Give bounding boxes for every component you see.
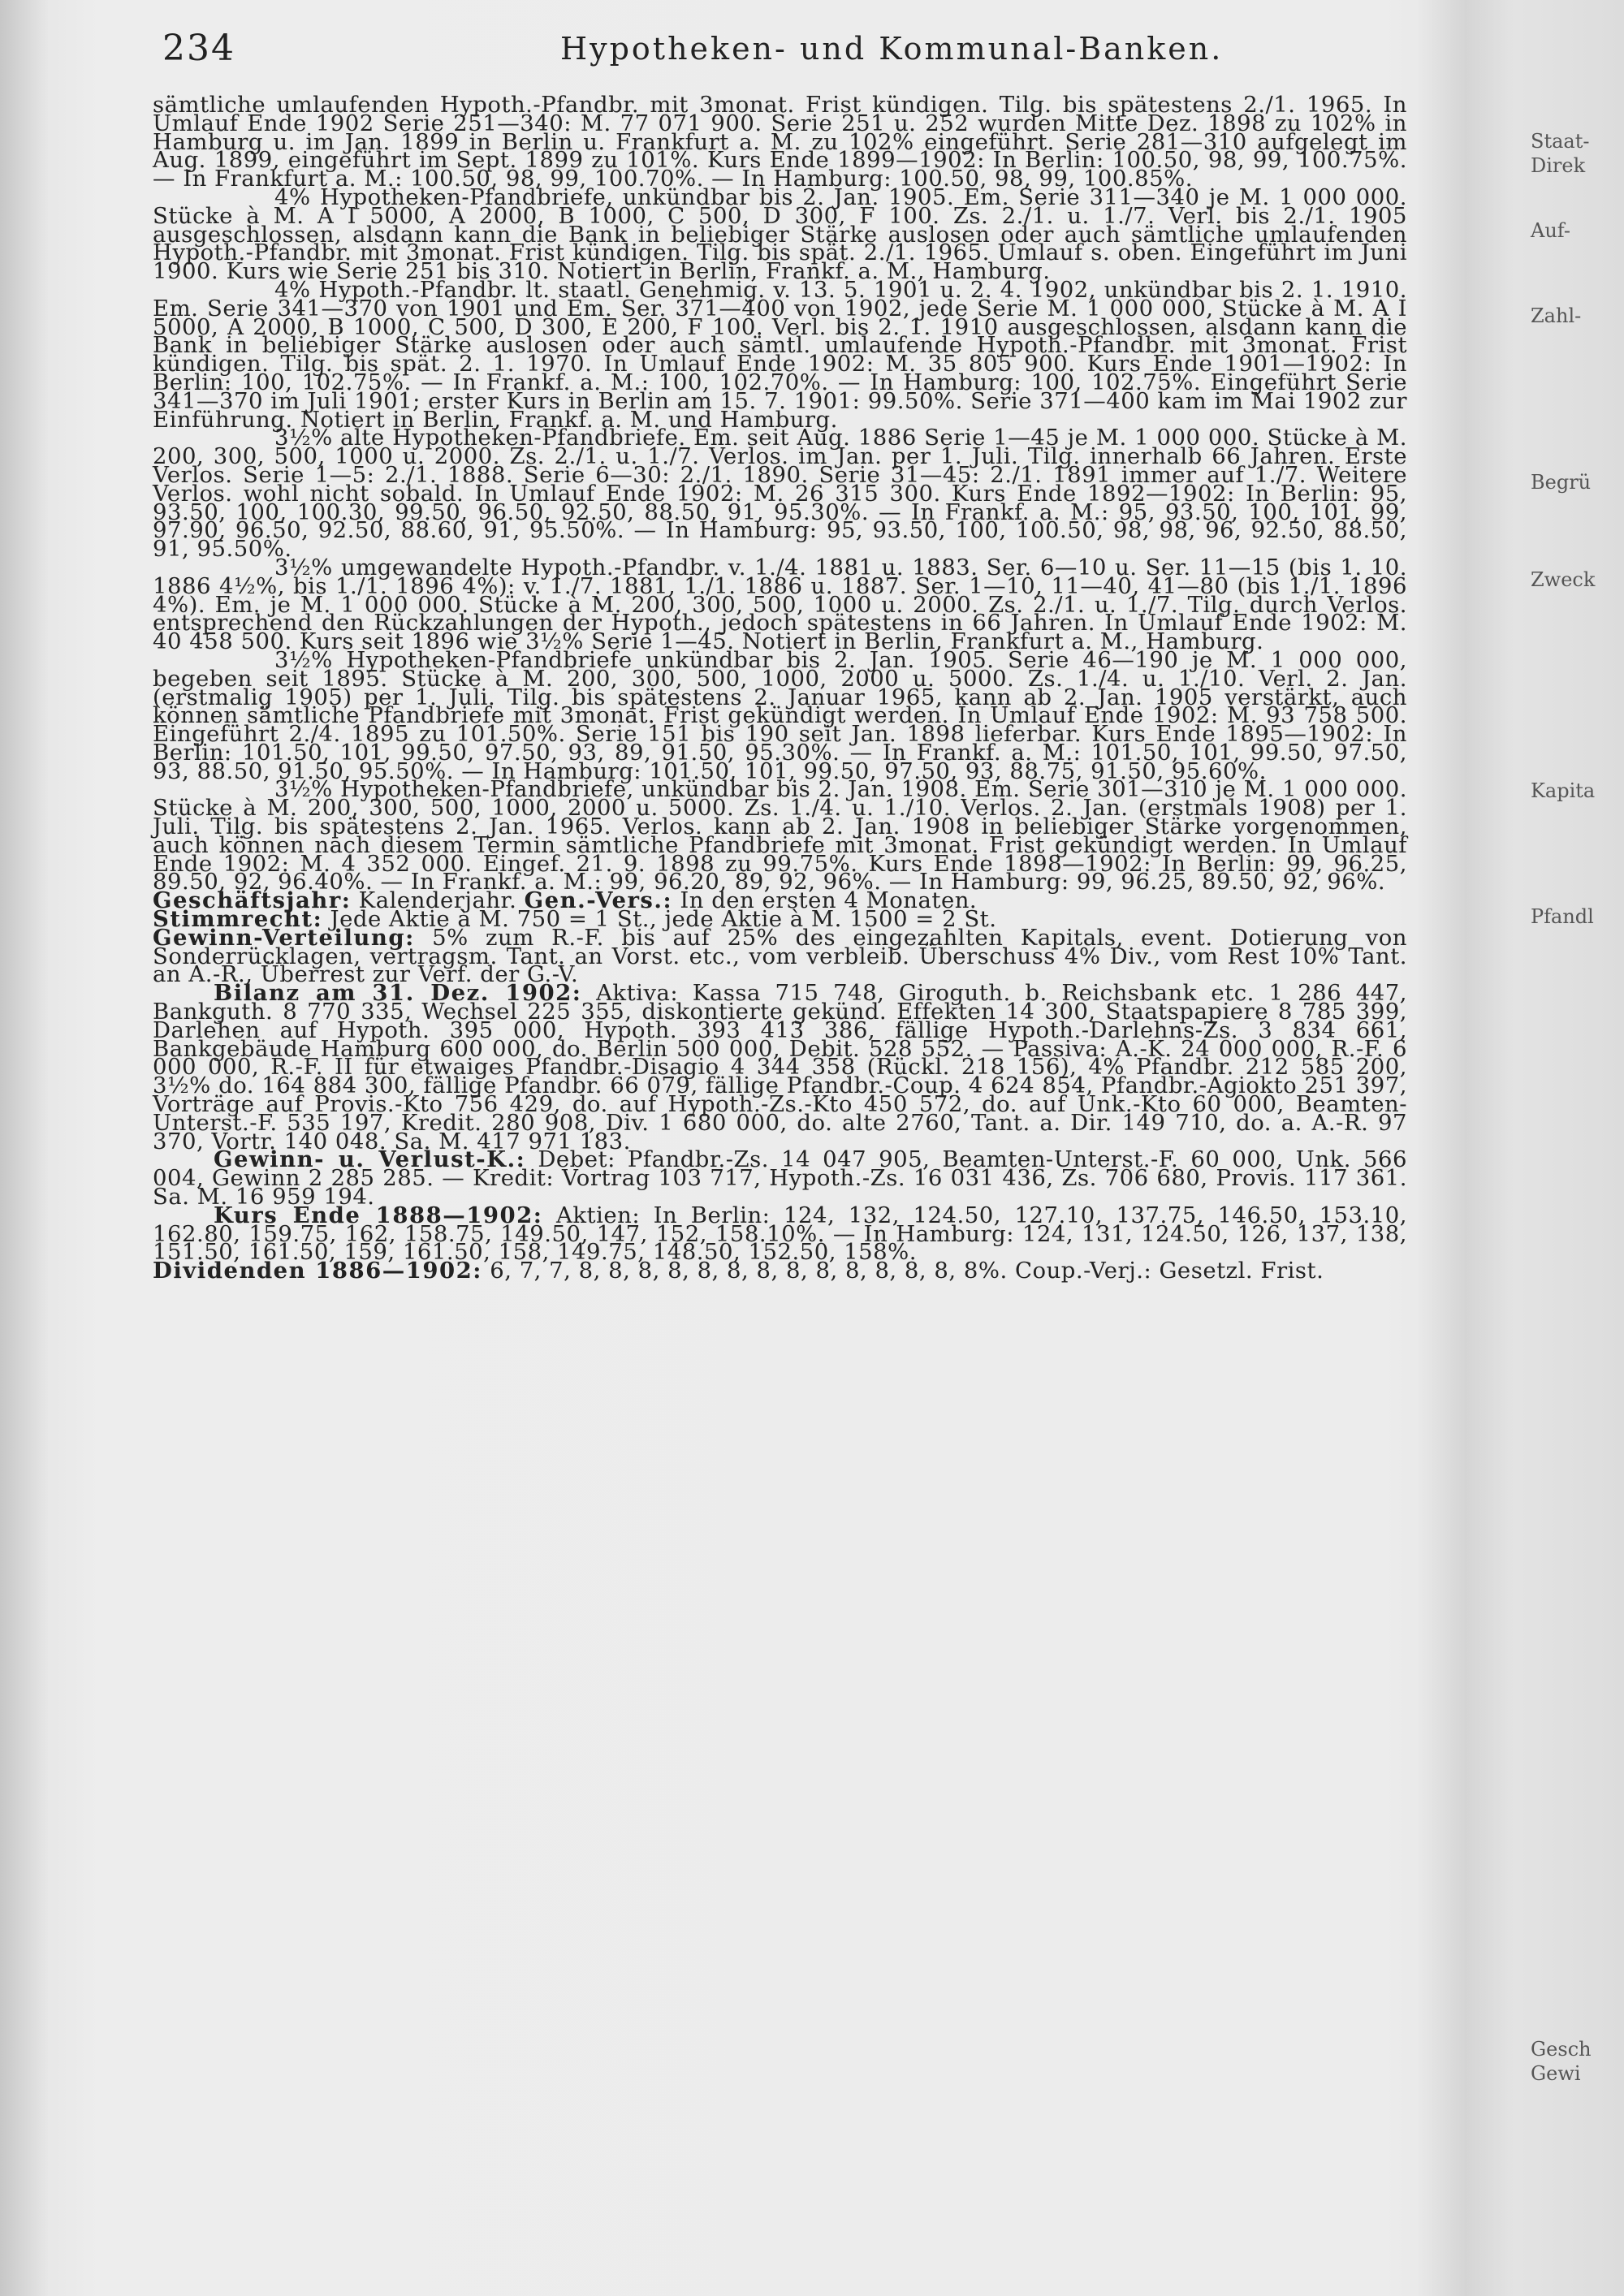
bond-paragraph [153, 183, 1407, 285]
section-text: 6, 7, 7, 8, 8, 8, 8, 8, 8, 8, 8, 8, 8, 8, 8, 8, 8%. Coup.-Verj.: Gesetzl. Frist. [482, 1258, 1324, 1284]
paragraph-text: 3½% umgewandelte Hypoth.-Pfandbr. v. 1./4. 1881 u. 1883. Ser. 6—10 u. Ser. 11—15 (bis 1. 10. 1886 4½%, bis 1./1. 1896 4%): v. 1./7. 1881, 1./1. 1886 u. 1887. Ser. 1—10, 11—40, 41—80 (bis 1./1. 1896 4%). Em. je M. 1 000 000. Stücke à M. 200, 300, 500, 1000 u. 2000. Zs. 2./1. u. 1./7. Tilg. durch Verlos. entsprechend den Rückzahlungen der Hypoth., jedoch spätestens in 66 Jahren. In Umlauf Ende 1902: M. 40 458 500. Kurs seit 1896 wie 3½% Serie 1—45. Notiert in Berlin, Frankfurt a. M., Hamburg. [153, 554, 1407, 655]
bond-paragraph [153, 425, 1407, 563]
section-entry [153, 1258, 1407, 1284]
section-label: Gen.-Vers.: [524, 887, 673, 914]
margin-fragment: Pfandl [1531, 905, 1594, 928]
paragraph-text: 3½% alte Hypotheken-Pfandbriefe. Em. seit Aug. 1886 Serie 1—45 je M. 1 000 000. Stücke à M. 200, 300, 500, 1000 u. 2000. Zs. 2./1. u. 1./7. Verlos. im Jan. per 1. Juli. Tilg. innerhalb 66 Jahren. Erste Verlos. Serie 1—5: 2./1. 1888. Serie 6—30: 2./1. 1890. Serie 31—45: 2./1. 1891 immer auf 1./7. Weitere Verlos. wohl nicht sobald. In Umlauf Ende 1902: M. 26 315 300. Kurs Ende 1892—1902: In Berlin: 95, 93.50, 100, 100.30, 99.50, 96.50, 92.50, 88.50, 91, 95.30%. — In Frankf. a. M.: 95, 93.50, 100, 101, 99, 97.90, 96.50, 92.50, 88.60, 91, 95.50%. — In Hamburg: 95, 93.50, 100, 100.50, 98, 98, 96, 92.50, 88.50, 91, 95.50%. [153, 425, 1407, 563]
section-text: Debet: Pfandbr.-Zs. 14 047 905, Beamten-Unterst.-F. 60 000, Unk. 566 004, Gewinn 2 285 285. — Kredit: Vortrag 103 717, Hypoth.-Zs. 16 031 436, Zs. 706 680, Provis. 117 361. Sa. M. 16 959 194. [153, 1146, 1407, 1211]
section-entry [153, 1202, 1407, 1266]
section-entry [153, 1146, 1407, 1211]
section-label: Bilanz am 31. Dez. 1902: [214, 980, 582, 1007]
section-text: Jede Aktie à M. 750 = 1 St., jede Aktie à M. 1500 = 2 St. [322, 906, 997, 933]
margin-fragment: Direk [1531, 154, 1586, 177]
section-text: 5% zum R.-F. bis auf 25% des eingezahlten Kapitals, event. Dotierung von Sonderrücklagen, vertragsm. Tant. an Vorst. etc., vom verbleib. Überschuss 4% Div., vom Rest 10% Tant. an A.-R., Überrest zur Verf. der G.-V. [153, 924, 1407, 988]
paragraph-text: 3½% Hypotheken-Pfandbriefe, unkündbar bis 2. Jan. 1908. Em. Serie 301—310 je M. 1 000 000. Stücke à M. 200, 300, 500, 1000, 2000 u. 5000. Zs. 1./4. u. 1./10. Verlos. 2. Jan. (erstmals 1908) per 1. Juli. Tilg. bis spätestens 2. Jan. 1965. Verlos. kann ab 2. Jan. 1908 in beliebiger Stärke vorgenommen, auch können nach diesem Termin sämtliche Pfandbriefe mit 3monat. Frist gekündigt werden. In Umlauf Ende 1902: M. 4 352 000. Eingef. 21. 9. 1898 zu 99.75%. Kurs Ende 1898—1902: In Berlin: 99, 96.25, 89.50, 92, 96.40%. — In Frankf. a. M.: 99, 96.20, 89, 92, 96%. — In Hamburg: 99, 96.25, 89.50, 92, 96%. [153, 776, 1407, 896]
margin-fragment: Auf- [1531, 219, 1570, 242]
paragraph-text: 3½% Hypotheken-Pfandbriefe unkündbar bis 2. Jan. 1905. Serie 46—190 je M. 1 000 000, begeben seit 1895. Stücke à M. 200, 300, 500, 1000, 2000 u. 5000. Zs. 1./4. u. 1./10. Verl. 2. Jan. (erstmalig 1905) per 1. Juli. Tilg. bis spätestens 2. Januar 1965, kann ab 2. Jan. 1905 verstärkt, auch können sämtliche Pfandbriefe mit 3monat. Frist gekündigt werden. In Umlauf Ende 1902: M. 93 758 500. Eingeführt 2./4. 1895 zu 101.50%. Serie 151 bis 190 seit Jan. 1898 lieferbar. Kurs Ende 1895—1902: In Berlin: 101.50, 101, 99.50, 97.50, 93, 89, 91.50, 95.30%. — In Frankf. a. M.: 101.50, 101, 99.50, 97.50, 93, 88.50, 91.50, 95.50%. — In Hamburg: 101.50, 101, 99.50, 97.50, 93, 88.75, 91.50, 95.60%. [153, 646, 1407, 784]
margin-fragment: Begrü [1531, 471, 1592, 494]
section-entry [153, 924, 1407, 988]
margin-fragment: Staat- [1531, 130, 1590, 153]
bond-paragraph [153, 646, 1407, 784]
bond-paragraph [153, 554, 1407, 655]
section-label: Geschäftsjahr: [153, 887, 352, 914]
section-label: Dividenden 1886—1902: [153, 1258, 482, 1284]
section-label: Gewinn- u. Verlust-K.: [214, 1146, 526, 1173]
paragraph-text: 4% Hypoth.-Pfandbr. lt. staatl. Genehmig. v. 13. 5. 1901 u. 2. 4. 1902, unkündbar bis 2. 1. 1910. Em. Serie 341—370 von 1901 und Em. Ser. 371—400 von 1902, jede Serie M. 1 000 000, Stücke à M. A I 5000, A 2000, B 1000, C 500, D 300, E 200, F 100. Verl. bis 2. 1. 1910 ausgeschlossen, alsdann kann die Bank in beliebiger Stärke auslosen oder auch sämtl. umlaufende Hypoth.-Pfandbr. mit 3monat. Frist kündigen. Tilg. bis spät. 2. 1. 1970. In Umlauf Ende 1902: M. 35 805 900. Kurs Ende 1901—1902: In Berlin: 100, 102.75%. — In Frankf. a. M.: 100, 102.70%. — In Hamburg: 100, 102.75%. Eingeführt Serie 341—370 im Juli 1901; erster Kurs in Berlin am 15. 7. 1901: 99.50%. Serie 371—400 kam im Mai 1902 zur Einführung. Notiert in Berlin, Frankf. a. M. und Hamburg. [153, 276, 1407, 433]
margin-fragment: Zweck [1531, 568, 1596, 591]
section-text: Aktiva: Kassa 715 748, Giroguth. b. Reichsbank etc. 1 286 447, Bankguth. 8 770 335, Wechsel 225 355, diskontierte gekünd. Effekten 14 300, Staatspapiere 8 785 399, Darlehen auf Hypoth. 395 000, Hypoth. 393 413 386, fällige Hypoth.-Darlehns-Zs. 3 834 661, Bankgebäude Hamburg 600 000, do. Berlin 500 000, Debit. 528 552. — Passiva: A.-K. 24 000 000, R.-F. 6 000 000, R.-F. II für etwaiges Pfandbr.-Disagio 4 344 358 (Rückl. 218 156), 4% Pfandbr. 212 585 200, 3½% do. 164 884 300, fällige Pfandbr. 66 079, fällige Pfandbr.-Coup. 4 624 854, Pfandbr.-Agiokto 251 397, Vorträge auf Provis.-Kto 756 429, do. auf Hypoth.-Zs.-Kto 450 572, do. auf Unk.-Kto 60 000, Beamten-Unterst.-F. 535 197, Kredit. 280 908, Div. 1 680 000, do. alte 2760, Tant. a. Dir. 149 710, do. a. A.-R. 97 370, Vortr. 140 048. Sa. M. 417 971 183. [153, 980, 1407, 1154]
bond-paragraph [153, 276, 1407, 433]
running-title: Hypotheken- und Kommunal-Banken. [560, 31, 1224, 67]
section-label: Gewinn-Verteilung: [153, 924, 415, 951]
section-text: Kalenderjahr. [351, 887, 525, 914]
facing-page-fragments [1531, 106, 1624, 2216]
body-text [153, 92, 1407, 1284]
section-text: In den ersten 4 Monaten. [672, 887, 978, 914]
section-entry [153, 980, 1407, 1154]
section-label: Kurs Ende 1888—1902: [214, 1202, 543, 1228]
bond-paragraph [153, 776, 1407, 896]
paragraph-text: sämtliche umlaufenden Hypoth.-Pfandbr. mit 3monat. Frist kündigen. Tilg. bis spätestens 2./1. 1965. In Umlauf Ende 1902 Serie 251—340: M. 77 071 900. Serie 251 u. 252 wurden Mitte Dez. 1898 zu 102% in Hamburg u. im Jan. 1899 in Berlin u. Frankfurt a. M. zu 102% eingeführt. Serie 281—310 aufgelegt im Aug. 1899, eingeführt im Sept. 1899 zu 101%. Kurs Ende 1899—1902: In Berlin: 100.50, 98, 99, 100.75%. — In Frankfurt a. M.: 100.50, 98, 99, 100.70%. — In Hamburg: 100.50, 98, 99, 100.85%. [153, 92, 1407, 192]
page-edge-shadow [0, 0, 49, 2296]
page-number: 234 [162, 28, 235, 69]
continued-paragraph [153, 92, 1407, 192]
margin-fragment: Gewi [1531, 2062, 1581, 2085]
margin-fragment: Zahl- [1531, 304, 1582, 327]
section-text: Aktien: In Berlin: 124, 132, 124.50, 127.10, 137.75, 146.50, 153.10, 162.80, 159.75, 162, 158.75, 149.50, 147, 152, 158.10%. — In Hamburg: 124, 131, 124.50, 126, 137, 138, 151.50, 161.50, 159, 161.50, 158, 149.75, 148.50, 152.50, 158%. [153, 1202, 1407, 1266]
section-label: Stimmrecht: [153, 906, 323, 933]
margin-fragment: Kapita [1531, 779, 1596, 802]
page-gutter-shadow [1417, 0, 1514, 2296]
page-header [0, 24, 1445, 73]
margin-fragment: Gesch [1531, 2038, 1592, 2061]
paragraph-text: 4% Hypotheken-Pfandbriefe, unkündbar bis 2. Jan. 1905. Em. Serie 311—340 je M. 1 000 000. Stücke à M. A I 5000, A 2000, B 1000, C 500, D 300, F 100. Zs. 2./1. u. 1./7. Verl. bis 2./1. 1905 ausgeschlossen, alsdann kann die Bank in beliebiger Stärke auslosen oder auch sämtliche umlaufenden Hypoth.-Pfandbr. mit 3monat. Frist kündigen. Tilg. bis spät. 2./1. 1965. Umlauf s. oben. Eingeführt im Juni 1900. Kurs wie Serie 251 bis 310. Notiert in Berlin, Frankf. a. M., Hamburg. [153, 183, 1407, 285]
